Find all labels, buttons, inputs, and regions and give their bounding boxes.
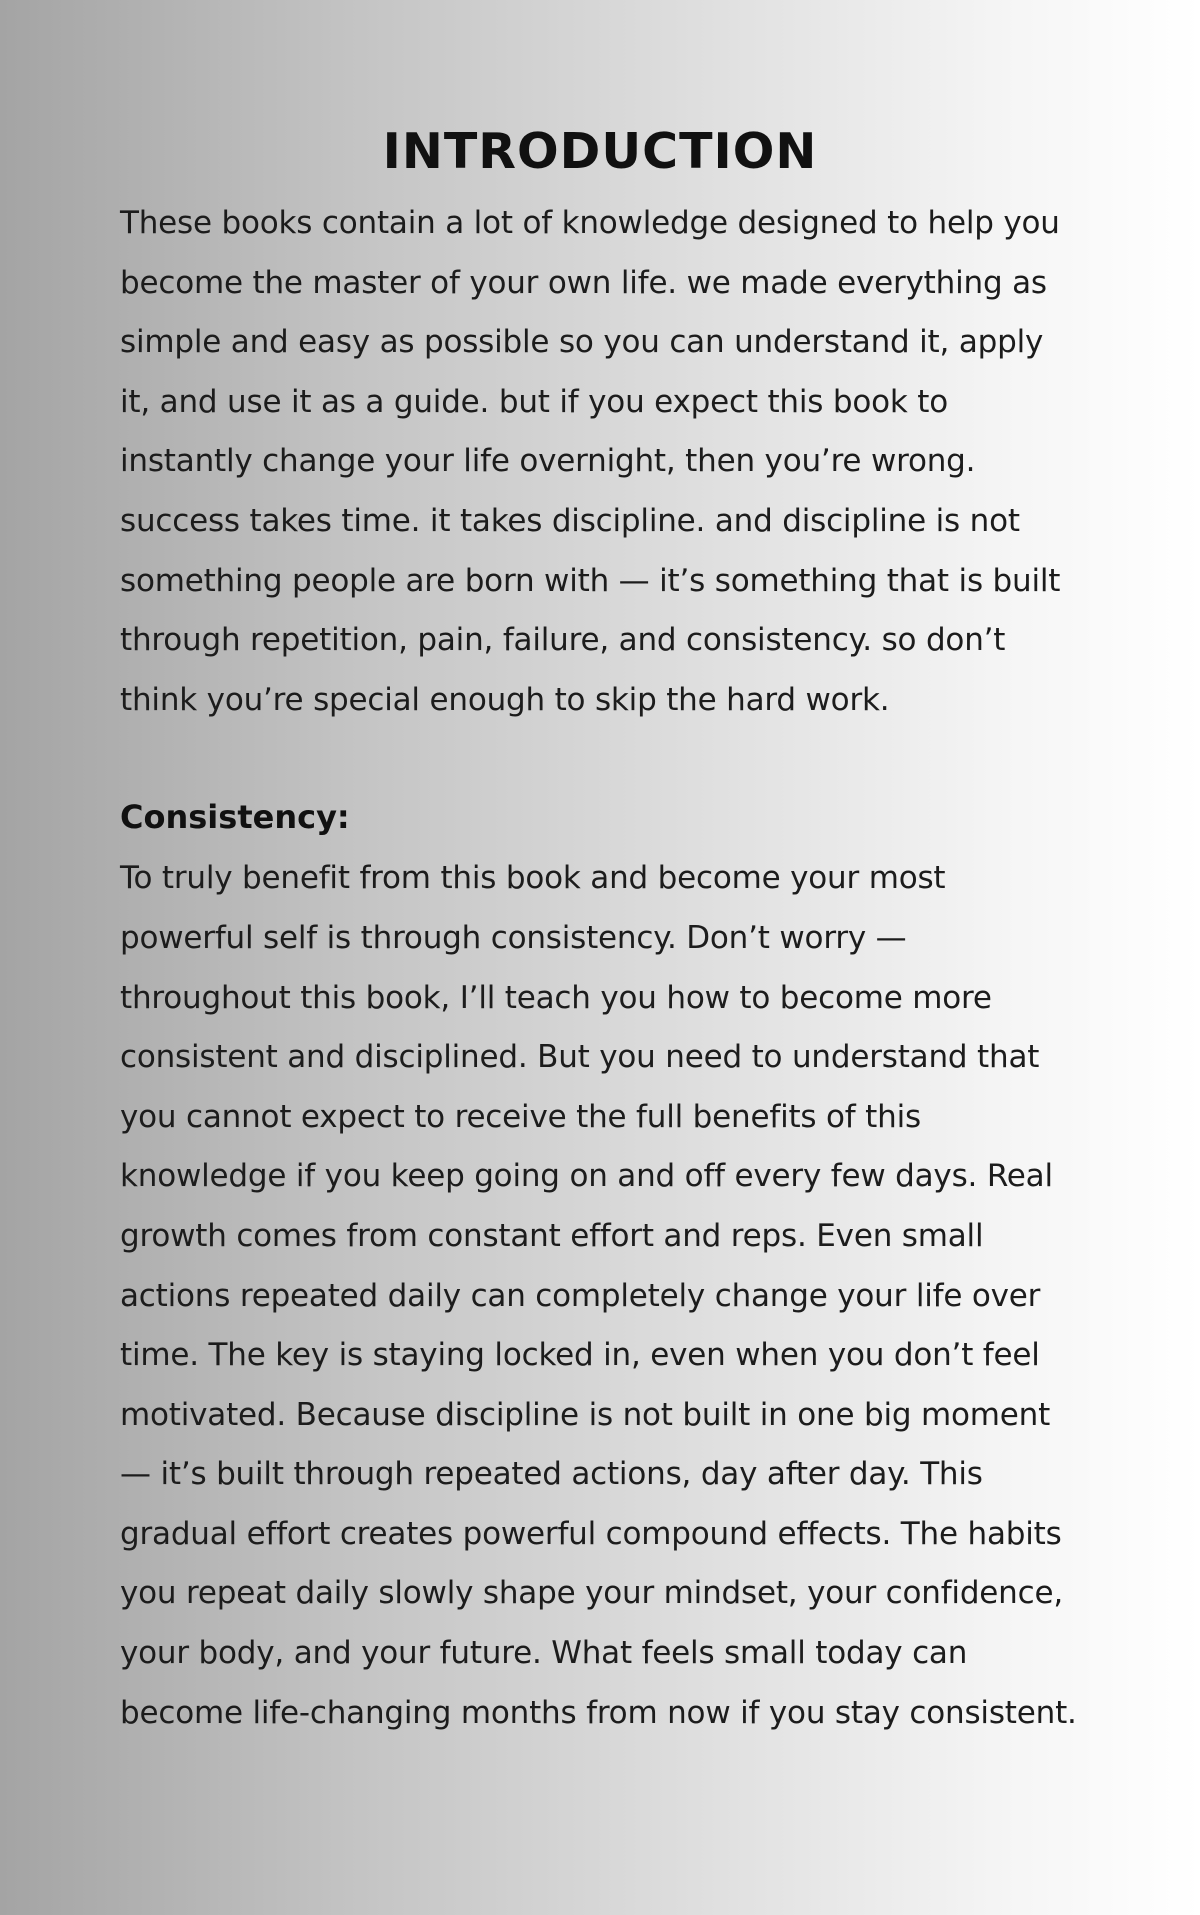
section-heading-consistency: Consistency: xyxy=(120,798,350,837)
intro-paragraph: These books contain a lot of knowledge designed to help you become the master of your own life. we made everything as simple and easy as possible so you can understand it, apply it, and use it as a guide. but if you expect this book to instantly change your life overnight, then you’re wrong. success takes time. it takes discipline. and discipline is not something people are born with — it’s something that is built through repetition, pain, failure, and consistency. so don’t think you’re special enough to skip the hard work. xyxy=(120,205,1061,718)
consistency-paragraph: To truly benefit from this book and become your most powerful self is through consistency. Don’t worry — throughout this book, I’ll teach you how to become more consistent and disciplined. But you need to understand that you cannot expect to receive the full benefits of this knowledge if you keep going on and off every few days. Real growth comes from constant effort and reps. Even small actions repeated daily can completely change your life over time. The key is staying locked in, even when you don’t feel motivated. Because discipline is not built in one big moment — it’s built through repeated actions, day after day. This gradual effort creates powerful compound effects. The habits you repeat daily slowly shape your mindset, your confidence, your body, and your future. What feels small today can become life-changing months from now if you stay consistent. xyxy=(120,860,1077,1731)
page-title: INTRODUCTION xyxy=(382,123,818,180)
page-content xyxy=(120,118,1080,1743)
